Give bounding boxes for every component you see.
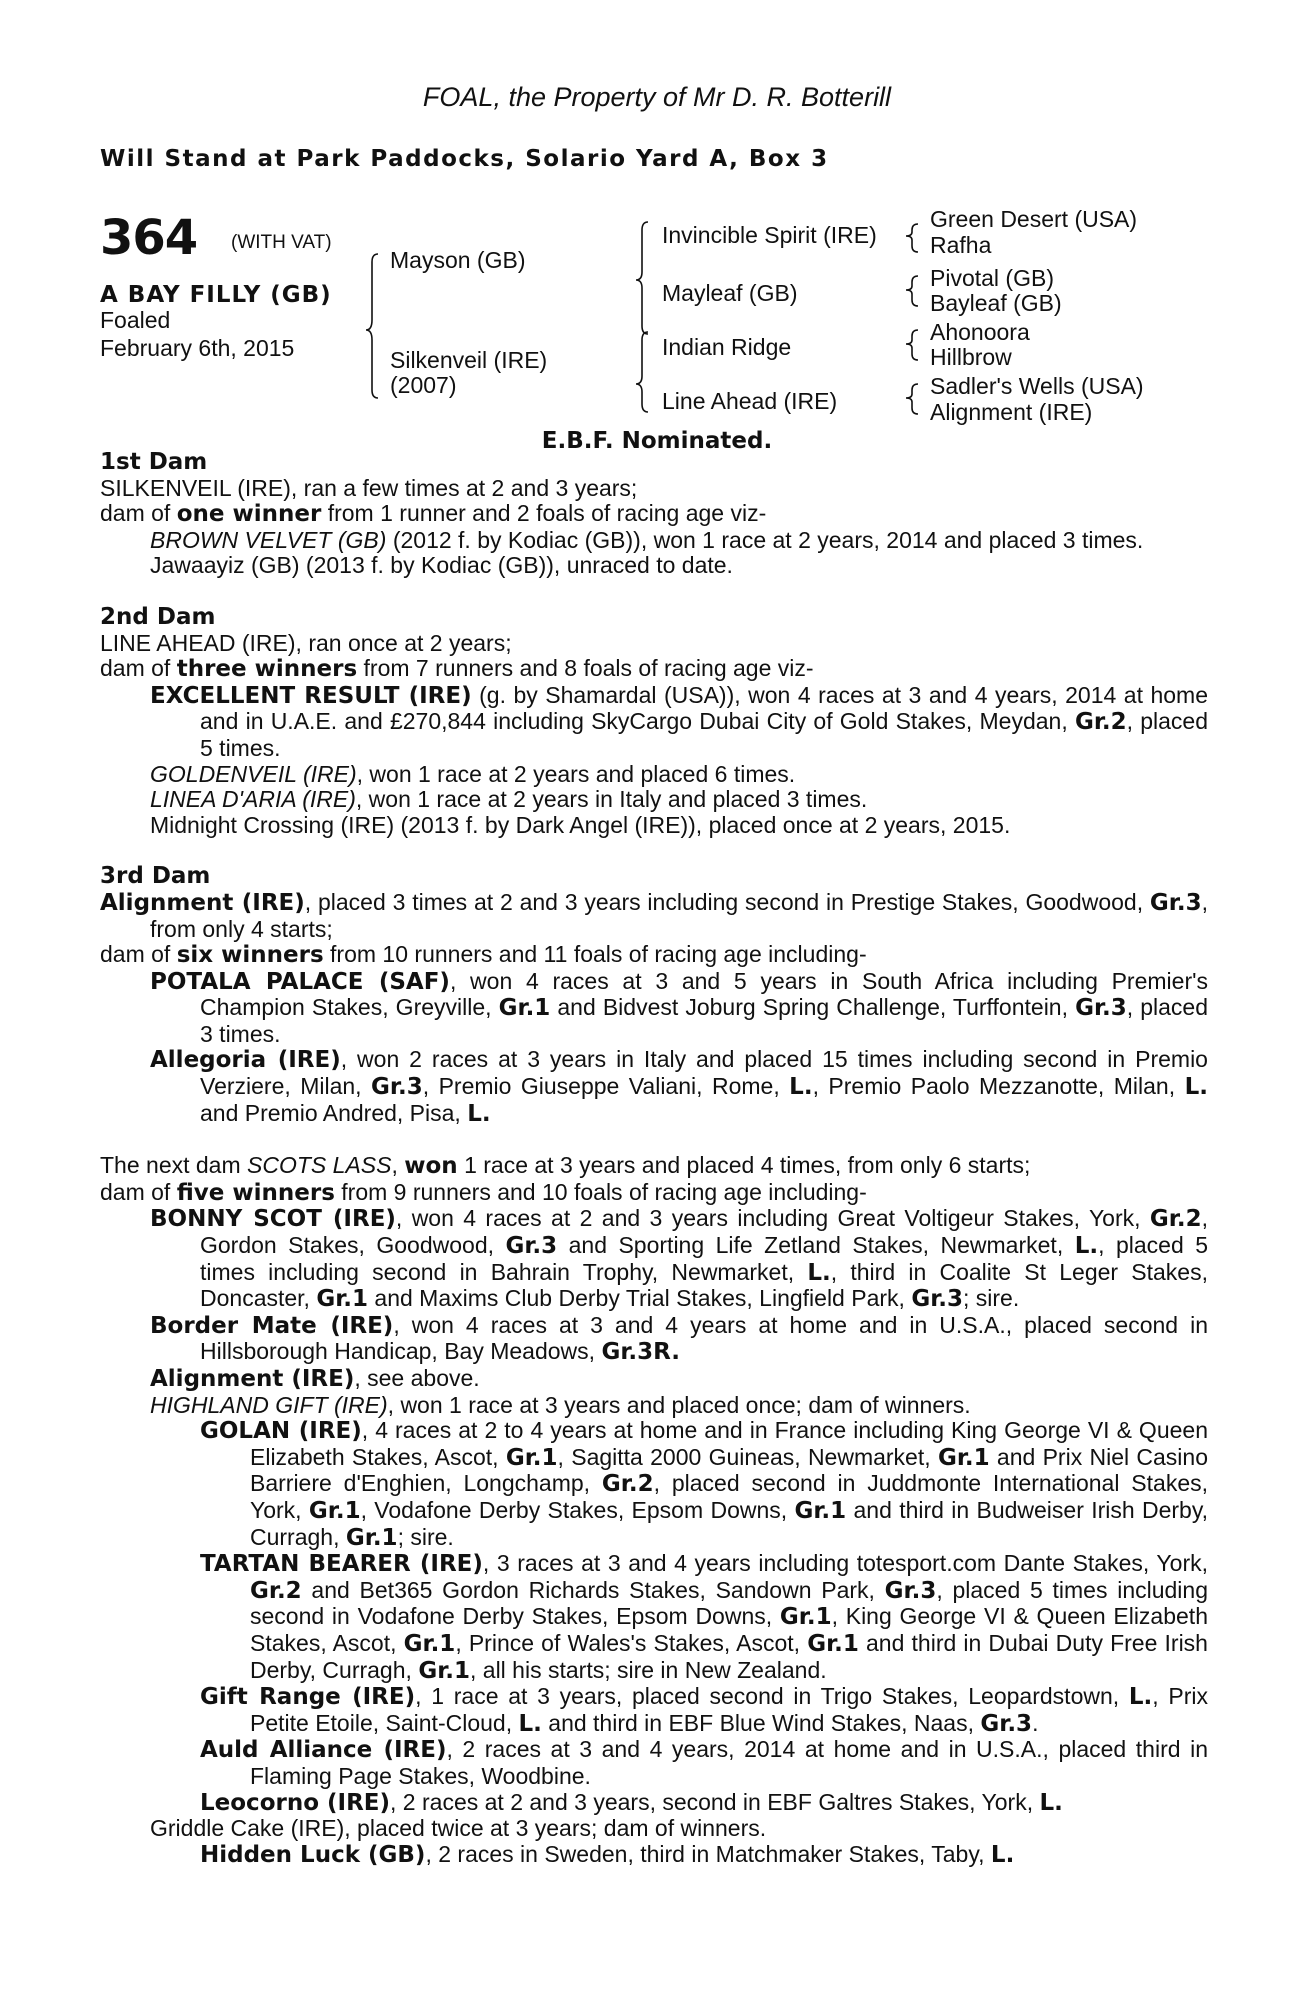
stabling-location: Will Stand at Park Paddocks, Solario Yard A, Box 3 xyxy=(100,146,829,172)
vat-note: (WITH VAT) xyxy=(231,232,332,253)
produce-leocorno: Leocorno (IRE), 2 races at 2 and 3 years, second in EBF Galtres Stakes, York, L. xyxy=(200,1788,1063,1816)
lot-description: A BAY FILLY (GB) xyxy=(100,282,332,308)
g3-green-desert: Green Desert (USA) xyxy=(930,206,1138,232)
produce-gift-range: Gift Range (IRE), 1 race at 3 years, placed second in Trigo Stakes, Leopardstown, L., Prix Petite Etoile, Saint-Cloud, L. and third in EBF Blue Wind Stakes, Naas, Gr.3. xyxy=(200,1683,1209,1737)
sire: Mayson (GB) xyxy=(390,247,526,273)
third-dam-produce-2: Allegoria (IRE), won 2 races at 3 years in Italy and placed 15 times including second in Premio Verziere, Milan, Gr.3, Premio Giuseppe Valiani, Rome, L., Premio Paolo Mezzanotte, Milan, L. and Premio Andred, Pisa, L. xyxy=(150,1046,1208,1127)
dam-dam: Line Ahead (IRE) xyxy=(662,388,838,414)
g3-bayleaf: Bayleaf (GB) xyxy=(930,290,1062,316)
dam-sire: Indian Ridge xyxy=(662,334,792,360)
brace-g3-3 xyxy=(906,330,918,360)
catalogue-body xyxy=(100,450,1208,1868)
second-dam-produce-2: GOLDENVEIL (IRE), won 1 race at 2 years and placed 6 times. xyxy=(150,760,796,787)
third-dam-line: Alignment (IRE), placed 3 times at 2 and 3 years including second in Prestige Stakes, Goodwood, Gr.3, from only 4 starts; xyxy=(100,888,1208,942)
second-dam-produce-4: Midnight Crossing (IRE) (2013 f. by Dark Angel (IRE)), placed once at 2 years, 2015. xyxy=(150,811,1011,838)
produce-golan: GOLAN (IRE), 4 races at 2 to 4 years at home and in France including King George VI & Queen Elizabeth Stakes, Ascot, Gr.1, Sagitta 2000 Guineas, Newmarket, Gr.1 and Prix Niel Casino Barriere d'Enghien, Longchamp, Gr.2, placed second in Juddmonte International Stakes, York, Gr.1, Vodafone Derby Stakes, Epsom Downs, Gr.1 and third in Budweiser Irish Derby, Curragh, Gr.1; sire. xyxy=(200,1417,1209,1551)
brace-dam xyxy=(636,332,648,412)
produce-tartan-bearer: TARTAN BEARER (IRE), 3 races at 3 and 4 years including totesport.com Dante Stakes, York, Gr.2 and Bet365 Gordon Richards Stakes, Sandown Park, Gr.3, placed 5 times including second in Vodafone Derby Stakes, Epsom Downs, Gr.1, King George VI & Queen Elizabeth Stakes, Ascot, Gr.1, Prince of Wales's Stakes, Ascot, Gr.1 and third in Dubai Duty Free Irish Derby, Curragh, Gr.1, all his starts; sire in New Zealand. xyxy=(200,1550,1209,1684)
lot-number: 364 xyxy=(100,210,198,266)
first-dam-line: SILKENVEIL (IRE), ran a few times at 2 and 3 years; xyxy=(100,474,638,501)
second-dam-produce-summary: dam of three winners from 7 runners and 8 foals of racing age viz- xyxy=(100,655,814,683)
foaled-label: Foaled xyxy=(100,307,171,333)
produce-griddle-cake: Griddle Cake (IRE), placed twice at 3 years; dam of winners. xyxy=(150,1815,767,1842)
g3-ahonoora: Ahonoora xyxy=(930,319,1030,345)
g3-sadlers-wells: Sadler's Wells (USA) xyxy=(930,373,1144,399)
dam-year: (2007) xyxy=(390,372,457,398)
produce-border-mate: Border Mate (IRE), won 4 races at 3 and 4 years at home and in U.S.A., placed second in Hillsborough Handicap, Bay Meadows, Gr.3R. xyxy=(150,1311,1208,1366)
third-dam-produce-1: POTALA PALACE (SAF), won 4 races at 3 and 5 years in South Africa including Premier's Champion Stakes, Greyville, Gr.1 and Bidvest Joburg Spring Challenge, Turffontein, Gr.3, placed 3 times. xyxy=(150,967,1208,1047)
second-dam-heading: 2nd Dam xyxy=(100,603,216,630)
g3-alignment: Alignment (IRE) xyxy=(930,399,1093,425)
produce-hidden-luck: Hidden Luck (GB), 2 races in Sweden, third in Matchmaker Stakes, Taby, L. xyxy=(200,1840,1015,1868)
g3-rafha: Rafha xyxy=(930,232,992,258)
second-dam-produce-3: LINEA D'ARIA (IRE), won 1 race at 2 years in Italy and placed 3 times. xyxy=(150,786,868,813)
third-dam-heading: 3rd Dam xyxy=(100,863,211,890)
produce-highland-gift: HIGHLAND GIFT (IRE), won 1 race at 3 years and placed once; dam of winners. xyxy=(150,1391,971,1418)
produce-alignment: Alignment (IRE), see above. xyxy=(150,1365,480,1392)
brace-g3-2 xyxy=(906,276,918,306)
third-dam-produce-summary: dam of six winners from 10 runners and 11 foals of racing age including- xyxy=(100,941,867,969)
foaled-date: February 6th, 2015 xyxy=(100,335,295,361)
brace-g3-1 xyxy=(906,224,918,252)
consignor-title: FOAL, the Property of Mr D. R. Botterill xyxy=(422,82,892,112)
produce-bonny-scot: BONNY SCOT (IRE), won 4 races at 2 and 3 years including Great Voltigeur Stakes, York, Gr.2, Gordon Stakes, Goodwood, Gr.3 and Sporting Life Zetland Stakes, Newmarket, L., placed 5 times including second in Bahrain Trophy, Newmarket, L., third in Coalite St Leger Stakes, Doncaster, Gr.1 and Maxims Club Derby Trial Stakes, Lingfield Park, Gr.3; sire. xyxy=(150,1205,1208,1313)
second-dam-line: LINE AHEAD (IRE), ran once at 2 years; xyxy=(100,629,512,656)
first-dam-produce-2: Jawaayiz (GB) (2013 f. by Kodiac (GB)), unraced to date. xyxy=(150,552,733,579)
first-dam-heading: 1st Dam xyxy=(100,449,208,475)
brace-main xyxy=(366,254,378,398)
next-dam-produce-summary: dam of five winners from 9 runners and 10 foals of racing age including- xyxy=(100,1178,867,1206)
g3-hillbrow: Hillbrow xyxy=(930,344,1012,370)
second-dam-produce-1: EXCELLENT RESULT (IRE) (g. by Shamardal (USA)), won 4 races at 3 and 4 years, 2014 at home and in U.A.E. and £270,844 including SkyCargo Dubai City of Gold Stakes, Meydan, Gr.2, placed 5 times. xyxy=(150,681,1209,761)
dam: Silkenveil (IRE) xyxy=(390,347,548,373)
g3-pivotal: Pivotal (GB) xyxy=(930,265,1054,291)
sire-sire: Invincible Spirit (IRE) xyxy=(662,222,877,248)
sire-dam: Mayleaf (GB) xyxy=(662,280,798,306)
first-dam-produce-1: BROWN VELVET (GB) (2012 f. by Kodiac (GB)), won 1 race at 2 years, 2014 and placed 3 times. xyxy=(150,526,1144,553)
first-dam-produce-summary: dam of one winner from 1 runner and 2 foals of racing age viz- xyxy=(100,500,767,528)
produce-auld-alliance: Auld Alliance (IRE), 2 races at 3 and 4 years, 2014 at home and in U.S.A., placed third in Flaming Page Stakes, Woodbine. xyxy=(200,1736,1208,1789)
next-dam-line: The next dam SCOTS LASS, won 1 race at 3 years and placed 4 times, from only 6 starts; xyxy=(100,1152,1031,1180)
ebf-nominated: E.B.F. Nominated. xyxy=(541,428,773,454)
brace-sire xyxy=(636,222,648,334)
brace-g3-4 xyxy=(906,384,918,414)
